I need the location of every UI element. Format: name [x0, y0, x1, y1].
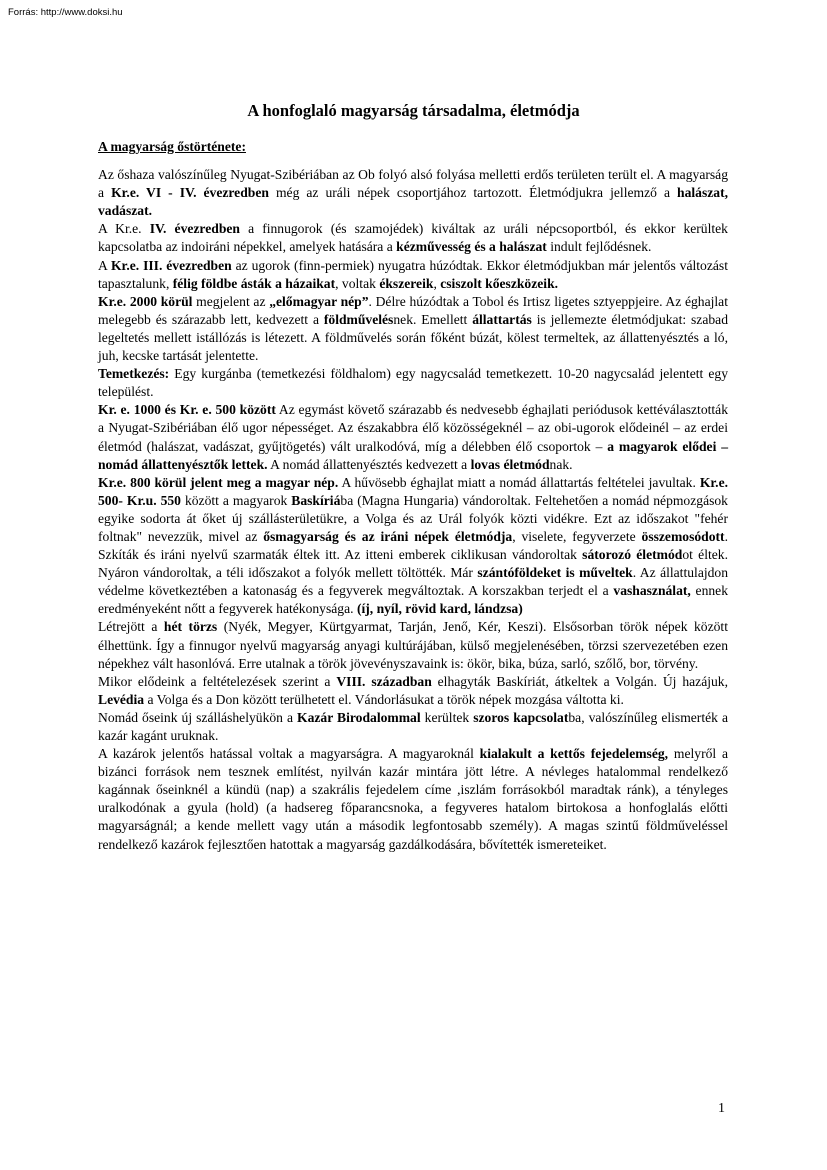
- paragraph: [98, 365, 728, 401]
- bold-text: félig földbe ásták a házaikat: [172, 275, 336, 291]
- text-run: ennek eredményeként nőtt a fegyverek hatékonysága.: [98, 583, 728, 617]
- paragraph: [98, 293, 728, 365]
- bold-text: Kr. e. 1000 és Kr. e. 500 között: [98, 402, 276, 418]
- text-run: a finnugorok (és szamojédek) kiváltak az uráli népcsoportból, és ekkor kerültek kapcsolatba az indoiráni népekkel, amelyek hatására a: [98, 221, 728, 255]
- text-run: is jellemezte életmódjukat: szabad legeltetés mellett istállózás is létezett. A földművelés során főként búzát, kölest termeltek, az állattenyésztés a ló, juh, kecske tartását jelentette.: [98, 311, 728, 364]
- text-run: az ugorok (finn-permiek) nyugatra húzódtak. Ekkor életmódjukban már jelentős változást tapasztalunk,: [98, 257, 728, 291]
- text-run: között a magyarok: [180, 492, 292, 508]
- text-run: (Nyék, Megyer, Kürtgyarmat, Tarján, Jenő, Kér, Keszi). Elsősorban török népek között élhettünk. Így a finnugor nyelvű magyarság anyagi kultúrájában, külső megjelenésében, törzsi szervezetében ezen népekhez vált hasonlóvá. Erre utalnak a török jövevényszavaink is: ökör, bika, búza, sarló, szőlő, bor, törvény.: [98, 619, 728, 671]
- bold-text: Baskíriá: [291, 492, 341, 508]
- bold-text: VIII. században: [336, 673, 432, 689]
- text-run: A kazárok jelentős hatással voltak a magyarságra. A magyaroknál: [98, 746, 480, 762]
- paragraph: [98, 220, 728, 256]
- page-number: 1: [718, 1101, 725, 1116]
- text-run: nek. Emellett: [393, 311, 473, 327]
- text-run: elhagyták Baskíriát, átkeltek a Volgán. Új hazájuk,: [431, 673, 728, 689]
- bold-text: Kazár Birodalommal: [297, 709, 421, 725]
- bold-text: kialakult a kettős fejedelemség,: [479, 746, 669, 762]
- source-url[interactable]: Forrás: http://www.doksi.hu: [8, 7, 123, 18]
- text-run: ba, valószínűleg elismerték a kazár kagánt uruknak.: [98, 709, 728, 743]
- text-run: . Szkíták és iráni nyelvű szarmaták éltek itt. Az itteni emberek ciklikusan vándoroltak: [98, 528, 728, 563]
- text-run: . Az állattulajdon védelme következtében a katonaság és a fegyverek megváltoztak. A korszakban terjedt el a: [98, 565, 729, 599]
- paragraph: [98, 745, 728, 854]
- bold-text: sátorozó életmód: [582, 547, 683, 563]
- text-run: ,: [433, 275, 441, 291]
- bold-text: összemosódott: [641, 528, 725, 544]
- paragraph-list: [98, 166, 728, 854]
- bold-text: szoros kapcsolat: [473, 709, 569, 725]
- paragraph: [98, 709, 728, 745]
- text-run: A Kr.e.: [98, 221, 150, 237]
- bold-text: kézművesség és a halászat: [396, 239, 547, 255]
- paragraph: [98, 257, 728, 293]
- text-run: A hűvösebb éghajlat miatt a nomád állattartás feltételei javultak.: [338, 474, 700, 490]
- text-run: Létrejött a: [98, 619, 164, 635]
- text-run: megjelent az: [192, 293, 270, 309]
- text-run: a Volga és a Don között terülhetett el. Vándorlásukat a török népek mozgása váltotta ki.: [144, 691, 624, 707]
- bold-text: vashasználat,: [613, 583, 691, 599]
- bold-text: ékszereik: [379, 275, 434, 291]
- paragraph: [98, 618, 728, 672]
- bold-text: csiszolt kőeszközeik.: [440, 275, 559, 291]
- bold-text: hét törzs: [163, 619, 218, 635]
- paragraph: [98, 401, 728, 473]
- bold-text: Kr.e. 500- Kr.u. 550: [98, 474, 729, 508]
- bold-text: Kr.e. III. évezredben: [110, 257, 232, 273]
- section-heading: A magyarság őstörténete:: [98, 139, 246, 154]
- bold-text: Kr.e. 800 körül jelent meg a magyar nép.: [98, 474, 339, 490]
- text-run: Egy kurgánba (temetkezési földhalom) egy nagycsalád temetkezett. 10-20 nagycsalád jelentett egy települést.: [98, 366, 728, 400]
- bold-text: Levédia: [98, 691, 145, 707]
- text-run: nak.: [549, 456, 573, 472]
- text-run: , voltak: [335, 275, 380, 291]
- text-run: Nomád őseink új szálláshelyükön a: [98, 709, 298, 725]
- text-run: még az uráli népek csoportjához tartozott. Életmódjukra jellemző a: [268, 185, 678, 201]
- bold-text: halászat, vadászat.: [98, 185, 728, 219]
- bold-text: földművelés: [323, 311, 394, 327]
- bold-text: Kr.e. VI - IV. évezredben: [111, 185, 269, 201]
- paragraph: [98, 474, 728, 619]
- text-run: melyről a bizánci források nem tesznek említést, nyilván kazár mintára jött létre. A névleges hatalommal rendelkező kagánnak őseinknél a kündü (nap) a szakrális fejedelem címe ,iszlám forrásokból maradtak ránk), a tényleges uralkodónak a gyula (hold) (a hadsereg főparancsnoka, a fegyveres hatalom birtokosa a honfoglalás előtti magyarságnál; a kende mellett vagy után a második legfontosabb személy). A magas szintű földműveléssel rendelkező kazárok fejlesztően hatottak a magyarság gazdálkodására, bővítették ismereteiket.: [98, 746, 728, 852]
- text-run: Mikor elődeink a feltételezések szerint a: [98, 673, 337, 689]
- bold-text: IV. évezredben: [149, 221, 240, 237]
- bold-text: állattartás: [472, 311, 532, 327]
- bold-text: „előmagyar nép”: [269, 293, 369, 309]
- text-run: kerültek: [420, 709, 474, 725]
- text-run: A nomád állattenyésztés kedvezett a: [267, 456, 471, 472]
- text-run: . Délre húzódtak a Tobol és Irtisz ligetes sztyeppjeire. Az éghajlat melegebb és szárazabb lett, kedvezett a: [98, 293, 728, 327]
- bold-text: szántóföldeket is műveltek: [477, 565, 633, 581]
- text-run: A: [98, 257, 111, 273]
- bold-text: a magyarok elődei – nomád állattenyésztők lettek.: [98, 438, 728, 472]
- text-run: ba (Magna Hungaria) vándoroltak. Feltehetően a nomád népmozgások egyike sodorta át őket új szállásterületükre, a Volga és az Urál folyók közti vidékre. Ezt az időszakot "fehér foltnak" nevezzük, mivel az: [98, 492, 728, 544]
- text-run: Az egymást követő szárazabb és nedvesebb éghajlati periódusok kettéválasztották a Nyugat-Szibériában élő ugor népességet. Az északabbra élő közösségeknél – az obi-ugorok elődeinél – az erdei életmód (halászat, vadászat, gyűjtögetés) vált uralkodóvá, míg a délebben élő csoportok –: [98, 402, 729, 454]
- paragraph: [98, 166, 728, 220]
- bold-text: Kr.e. 2000 körül: [98, 293, 193, 309]
- text-run: Az őshaza valószínűleg Nyugat-Szibériában az Ob folyó alsó folyása melletti erdős területen terült el. A magyarság a: [98, 167, 728, 201]
- document-title: A honfoglaló magyarság társadalma, életmódja: [247, 101, 580, 120]
- bold-text: ősmagyarság és az iráni népek életmódja: [263, 528, 513, 544]
- text-run: ot éltek. Nyáron vándoroltak, a téli időszakot a folyók mellett töltötték. Már: [98, 547, 728, 581]
- bold-text: (íj, nyíl, rövid kard, lándzsa): [356, 601, 523, 617]
- bold-text: lovas életmód: [470, 456, 550, 472]
- text-run: , viselete, fegyverzete: [512, 528, 642, 544]
- paragraph: [98, 673, 728, 709]
- bold-text: Temetkezés:: [98, 366, 170, 382]
- text-run: indult fejlődésnek.: [546, 239, 652, 255]
- document-body: [98, 138, 728, 854]
